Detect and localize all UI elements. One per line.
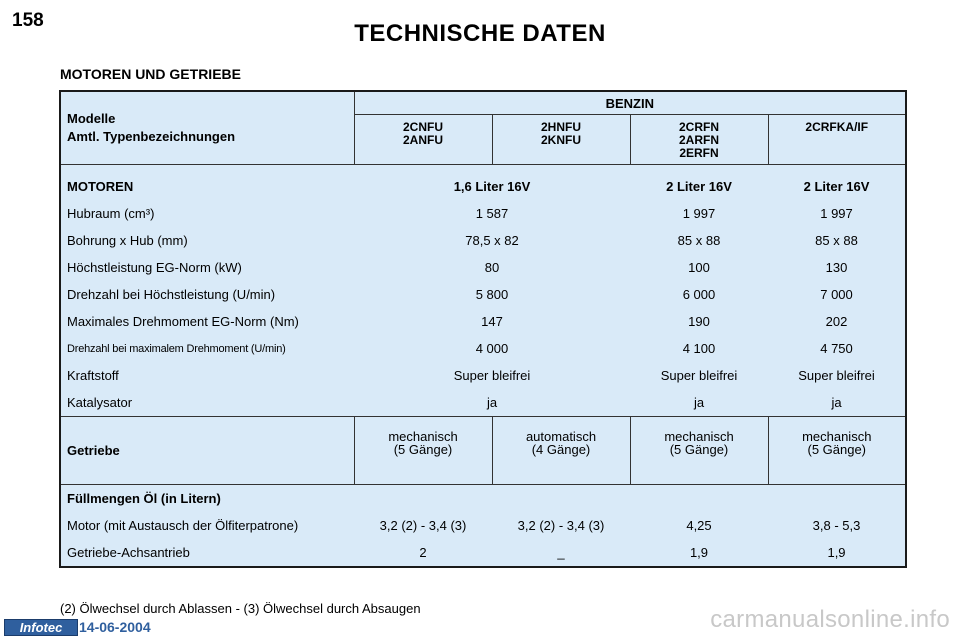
type-code: 2HNFU [540, 120, 581, 134]
type-code: 2CNFU [402, 120, 443, 134]
page-title: TECHNISCHE DATEN [354, 20, 606, 47]
engine-value: 1 587 [475, 206, 509, 221]
section-title: MOTOREN UND GETRIEBE [60, 66, 241, 82]
type-code-col4 [768, 115, 906, 165]
engine-value: 130 [825, 260, 848, 275]
engine-row-label: Höchstleistung EG-Norm (kW) [67, 260, 242, 275]
gearbox-value [354, 417, 492, 485]
engine-row-label: Drehzahl bei Höchstleistung (U/min) [67, 287, 276, 302]
engine-row [60, 389, 906, 417]
engine-row [60, 281, 906, 308]
oil-row-label: Motor (mit Austausch der Ölfiterpatrone) [67, 518, 299, 533]
engine-row-heading [60, 165, 906, 201]
engine-row-label: Hubraum (cm³) [67, 206, 155, 221]
engine-row [60, 335, 906, 362]
header-model-label-line1: Modelle [67, 111, 116, 126]
type-code-col2 [492, 115, 630, 165]
engine-value: 6 000 [682, 287, 716, 302]
oil-value: 3,8 - 5,3 [812, 518, 861, 533]
engine-row [60, 308, 906, 335]
engine-row-label: Bohrung x Hub (mm) [67, 233, 188, 248]
oil-value: 1,9 [827, 545, 846, 560]
gearbox-value [768, 417, 906, 485]
engine-spec-table [59, 90, 907, 568]
type-code: 2ANFU [402, 133, 443, 147]
engine-row [60, 227, 906, 254]
oil-value: _ [557, 545, 565, 560]
engines-heading: MOTOREN [67, 179, 134, 194]
type-code: 2CRFN [678, 120, 719, 134]
oil-value: 2 [419, 545, 427, 560]
oil-value: 1,9 [689, 545, 709, 560]
engine-value: ja [693, 395, 705, 410]
oil-heading-row [60, 485, 906, 513]
oil-value: 4,25 [686, 518, 712, 533]
oil-value: 3,2 (2) - 3,4 (3) [379, 518, 467, 533]
gearbox-value [492, 417, 630, 485]
page-number: 158 [12, 10, 44, 31]
gearbox-type: mechanisch [388, 429, 458, 444]
engine-row-label: Kraftstoff [67, 368, 119, 383]
engine-value: 100 [688, 260, 710, 275]
type-code: 2ARFN [678, 133, 719, 147]
oil-value: 3,2 (2) - 3,4 (3) [517, 518, 605, 533]
gearbox-gears: (5 Gänge) [669, 442, 729, 457]
engine-value: 7 000 [820, 287, 853, 302]
oil-row [60, 512, 906, 539]
engine-value: 4 750 [820, 341, 853, 356]
header-row-fuel [60, 91, 906, 115]
gearbox-type: automatisch [525, 429, 597, 444]
type-code-col1 [354, 115, 492, 165]
type-code: 2KNFU [540, 133, 581, 147]
gearbox-gears: (5 Gänge) [807, 442, 867, 457]
engine-value: 85 x 88 [677, 233, 721, 248]
oil-heading: Füllmengen Öl (in Litern) [60, 485, 906, 513]
engine-value: ja [831, 395, 842, 410]
engine-value: 4 100 [682, 341, 716, 356]
engine-value: 202 [825, 314, 848, 329]
header-fuel-type: BENZIN [354, 91, 906, 115]
engine-row [60, 200, 906, 227]
engine-value: 2 Liter 16V [803, 179, 870, 194]
engine-value: 80 [484, 260, 500, 275]
gearbox-gears: (4 Gänge) [531, 442, 591, 457]
footer-date: 14-06-2004 [79, 619, 151, 635]
engine-value: ja [486, 395, 498, 410]
header-model-label [60, 91, 354, 165]
header-model-label-line2: Amtl. Typenbezeichnungen [67, 129, 236, 144]
gearbox-type: mechanisch [802, 429, 872, 444]
engine-value: 1 997 [820, 206, 853, 221]
engine-value: 85 x 88 [815, 233, 858, 248]
gearbox-row [60, 417, 906, 485]
type-code: 2ERFN [679, 146, 719, 160]
engine-value: Super bleifrei [798, 368, 875, 383]
footnote: (2) Ölwechsel durch Ablassen - (3) Ölwechsel durch Absaugen [60, 601, 421, 616]
type-code-col3 [630, 115, 768, 165]
engine-value: 78,5 x 82 [465, 233, 519, 248]
type-code: 2CRFKA/IF [805, 120, 869, 134]
engine-row-label: Drehzahl bei maximalem Drehmoment (U/min) [67, 342, 286, 355]
oil-row [60, 539, 906, 567]
watermark: carmanualsonline.info [710, 606, 950, 633]
engine-value: 4 000 [475, 341, 509, 356]
engine-row-label: Katalysator [67, 395, 133, 410]
engine-value: 1 997 [682, 206, 716, 221]
engine-value: 5 800 [475, 287, 509, 302]
gearbox-value [630, 417, 768, 485]
engine-value: 1,6 Liter 16V [453, 179, 531, 194]
gearbox-label: Getriebe [60, 417, 354, 485]
engine-value: Super bleifrei [660, 368, 738, 383]
engine-row-label: Maximales Drehmoment EG-Norm (Nm) [67, 314, 299, 329]
oil-row-label: Getriebe-Achsantrieb [67, 545, 190, 560]
engine-value: 2 Liter 16V [666, 179, 732, 194]
gearbox-gears: (5 Gänge) [393, 442, 453, 457]
infotec-logo: Infotec [4, 619, 78, 636]
engine-row [60, 254, 906, 281]
engine-value: Super bleifrei [453, 368, 531, 383]
engine-value: 147 [481, 314, 503, 329]
engine-row [60, 362, 906, 389]
engine-value: 190 [688, 314, 710, 329]
gearbox-type: mechanisch [664, 429, 734, 444]
